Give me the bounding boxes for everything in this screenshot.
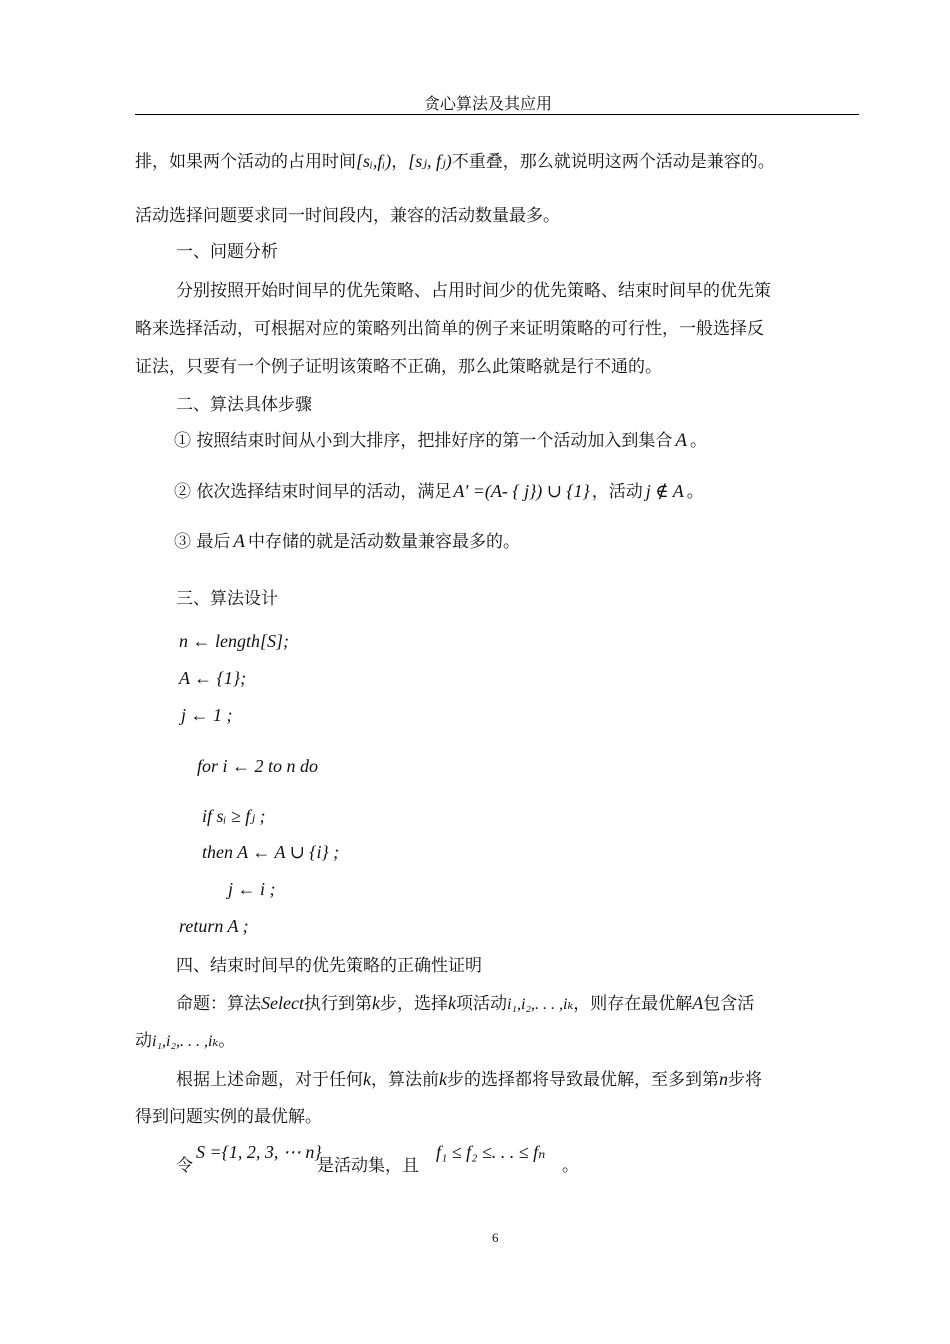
math-k: k [439,1069,447,1089]
last-line-text: 是活动集，且 [317,1156,419,1176]
last-line-lead: 令 [176,1156,193,1176]
step-3 [174,531,520,553]
math-select: Select [261,993,304,1013]
math-activity-list: i₁,i₂,. . . ,iₖ [152,1033,219,1050]
section-heading-4: 四、结束时间早的优先策略的正确性证明 [176,956,482,976]
text-run: ① 按照结束时间从小到大排序，把排好序的第一个活动加入到集合 [174,431,673,451]
text-run: ，则存在最优解 [573,994,693,1014]
text-run: ③ 最后 [174,532,231,552]
page-number: 6 [492,1230,499,1245]
code-line: if sᵢ ≥ fⱼ ; [202,806,266,826]
code-line: j ← i ; [228,879,276,899]
math-k: k [447,993,456,1013]
text-run: ， [391,152,409,172]
proposition-line-1 [176,992,754,1016]
text-run: 中存储的就是活动数量兼容最多的。 [248,532,521,552]
paragraph-line: 分别按照开始时间早的优先策略、占用时间少的优先策略、结束时间早的优先策 [176,281,771,301]
text-run: ，活动 [591,482,643,502]
text-run: 根据上述命题，对于任何 [176,1070,363,1090]
code-line: j ← 1 ; [181,705,233,725]
code-line: A ← {1}; [179,668,247,688]
math-interval-j: [sⱼ, fⱼ) [408,151,452,171]
text-run: ② 依次选择结束时间早的活动，满足 [174,482,452,502]
paragraph-line: 略来选择活动，可根据对应的策略列出简单的例子来证明策略的可行性，一般选择反 [135,319,764,339]
math-k: k [363,1069,371,1089]
code-line: return A ; [179,916,249,936]
text-run: 动 [135,1031,152,1051]
code-line: then A ← A ∪ {i} ; [202,842,340,862]
math-f-order: f₁ ≤ f₂ ≤. . . ≤ fₙ [436,1142,546,1162]
text-run: 。 [686,482,704,502]
section-heading-3: 三、算法设计 [176,589,278,609]
math-set-a: A [675,430,688,451]
text-line-1 [135,150,775,173]
text-run: 。 [690,431,708,451]
proposition-line-2 [135,1030,235,1053]
text-run: 不重叠，那么就说明这两个活动是兼容的。 [451,152,775,172]
text-run: 排，如果两个活动的占用时间 [135,152,356,172]
text-run: 项活动 [455,994,507,1014]
text-run: 执行到第 [303,994,372,1014]
math-set-s: S ={1, 2, 3, ⋯ n} [196,1142,322,1162]
paragraph-line: 得到问题实例的最优解。 [135,1107,322,1127]
header-rule [135,114,859,115]
math-activity-list: i₁,i₂,. . . ,iₖ [506,996,574,1013]
text-run: 步的选择都将导致最优解，至多到第 [447,1070,719,1090]
paragraph-line: 证法，只要有一个例子证明该策略不正确，那么此策略就是行不通的。 [135,357,662,377]
math-update-formula: A' =(A- { j}) ∪ {1} [453,481,590,501]
math-n: n [719,1069,728,1089]
step-2 [174,480,704,503]
step-1 [174,430,707,452]
code-line: for i ← 2 to n do [197,756,319,776]
code-line: n ← length[S]; [179,631,289,651]
header-title: 贪心算法及其应用 [424,94,553,113]
text-run: 步，选择 [379,994,448,1014]
last-line-end: 。 [562,1156,579,1176]
math-k: k [371,993,380,1013]
math-set-a: A [692,993,704,1013]
math-interval-i: [sᵢ,fᵢ) [356,151,392,171]
text-run: 步将 [728,1070,762,1090]
text-run: 命题：算法 [176,994,261,1014]
math-set-a: A [233,531,246,552]
section-heading-2: 二、算法具体步骤 [176,395,312,415]
text-run: 。 [218,1031,236,1051]
math-not-in: j ∉ A [645,481,684,501]
paragraph-line [176,1068,762,1091]
text-run: 包含活 [703,994,755,1014]
section-heading-1: 一、问题分析 [176,242,278,262]
text-line-2: 活动选择问题要求同一时间段内，兼容的活动数量最多。 [135,206,560,226]
text-run: ，算法前 [371,1070,439,1090]
